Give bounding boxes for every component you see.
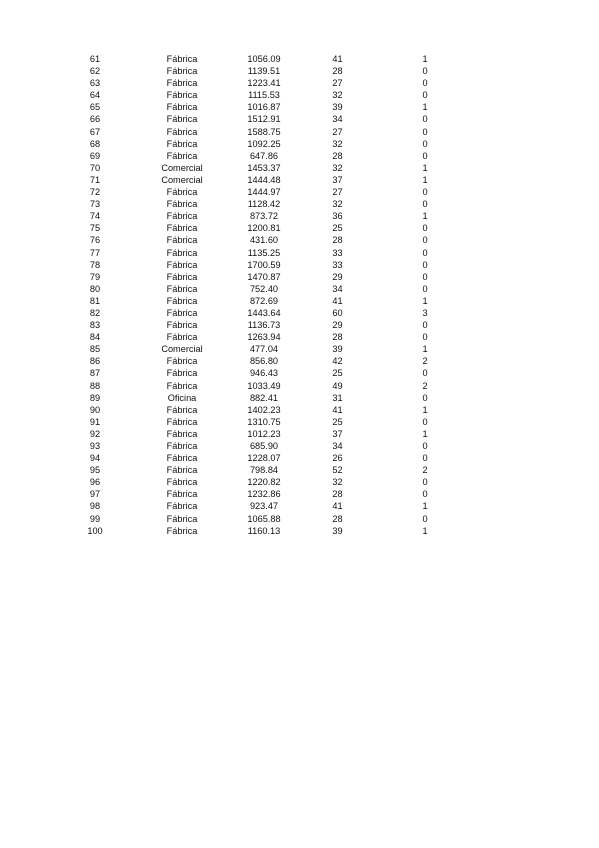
table-row — [60, 138, 469, 150]
count-cell: 2 — [422, 356, 428, 367]
table-row — [60, 513, 469, 525]
type-cell: Fábrica — [166, 513, 198, 524]
row-id-cell: 65 — [89, 102, 101, 113]
age-cell: 37 — [332, 428, 343, 439]
type-cell: Fábrica — [166, 78, 198, 89]
age-cell: 39 — [332, 344, 343, 355]
age-cell: 34 — [332, 114, 343, 125]
row-id-cell: 74 — [89, 211, 101, 222]
table-row — [60, 65, 469, 77]
age-cell: 28 — [332, 150, 343, 161]
count-cell: 0 — [422, 78, 428, 89]
row-id-cell: 85 — [89, 344, 101, 355]
row-id-cell: 88 — [89, 380, 101, 391]
row-id-cell: 93 — [89, 441, 101, 451]
type-cell: Fábrica — [166, 477, 198, 488]
type-cell: Fábrica — [166, 453, 198, 464]
table-body — [60, 53, 469, 537]
count-cell: 0 — [422, 392, 428, 403]
value-cell: 1135.25 — [247, 247, 281, 258]
count-cell: 1 — [422, 54, 428, 64]
age-cell: 28 — [332, 489, 343, 500]
value-cell: 1453.37 — [247, 162, 281, 173]
count-cell: 2 — [422, 380, 428, 391]
count-cell: 0 — [422, 320, 428, 331]
value-cell: 1160.13 — [247, 525, 281, 536]
age-cell: 28 — [332, 332, 343, 343]
count-cell: 0 — [422, 271, 428, 282]
count-cell: 3 — [422, 307, 428, 318]
age-cell: 41 — [332, 54, 343, 64]
table-row — [60, 355, 469, 367]
row-id-cell: 99 — [89, 513, 101, 524]
value-cell: 1128.42 — [247, 199, 281, 210]
age-cell: 49 — [332, 380, 343, 391]
count-cell: 1 — [422, 428, 428, 439]
row-id-cell: 62 — [89, 66, 101, 77]
value-cell: 1443.64 — [247, 307, 281, 318]
type-cell: Fábrica — [166, 368, 198, 379]
value-cell: 1588.75 — [247, 126, 281, 137]
type-cell: Oficina — [167, 392, 197, 403]
value-cell: 1402.23 — [247, 404, 281, 415]
type-cell: Fábrica — [166, 102, 198, 113]
table-row — [60, 488, 469, 500]
row-id-cell: 86 — [89, 356, 101, 367]
age-cell: 41 — [332, 295, 343, 306]
type-cell: Fábrica — [166, 283, 198, 294]
value-cell: 882.41 — [249, 392, 279, 403]
age-cell: 27 — [332, 126, 343, 137]
value-cell: 1263.94 — [247, 332, 281, 343]
value-cell: 1512.91 — [247, 114, 281, 125]
age-cell: 42 — [332, 356, 343, 367]
table-row — [60, 525, 469, 537]
table-row — [60, 210, 469, 222]
value-cell: 752.40 — [249, 283, 279, 294]
count-cell: 0 — [422, 90, 428, 101]
value-cell: 1444.97 — [247, 187, 281, 198]
value-cell: 431.60 — [249, 235, 279, 246]
count-cell: 0 — [422, 235, 428, 246]
value-cell: 798.84 — [249, 465, 279, 476]
type-cell: Fábrica — [166, 199, 198, 210]
table-row — [60, 89, 469, 101]
value-cell: 873.72 — [249, 211, 279, 222]
type-cell: Fábrica — [166, 187, 198, 198]
row-id-cell: 80 — [89, 283, 101, 294]
value-cell: 1444.48 — [247, 174, 281, 185]
age-cell: 32 — [332, 199, 343, 210]
age-cell: 28 — [332, 66, 343, 77]
value-cell: 1016.87 — [247, 102, 281, 113]
age-cell: 32 — [332, 90, 343, 101]
count-cell: 0 — [422, 199, 428, 210]
row-id-cell: 61 — [89, 54, 101, 64]
table-row — [60, 174, 469, 186]
value-cell: 923.47 — [249, 501, 279, 512]
type-cell: Comercial — [161, 344, 203, 355]
table-row — [60, 464, 469, 476]
count-cell: 0 — [422, 283, 428, 294]
count-cell: 0 — [422, 368, 428, 379]
type-cell: Fábrica — [166, 247, 198, 258]
value-cell: 1033.49 — [247, 380, 281, 391]
row-id-cell: 100 — [87, 525, 103, 536]
table-row — [60, 222, 469, 234]
data-table — [60, 53, 469, 537]
age-cell: 33 — [332, 259, 343, 270]
row-id-cell: 71 — [89, 174, 101, 185]
count-cell: 2 — [422, 465, 428, 476]
row-id-cell: 79 — [89, 271, 101, 282]
table-row — [60, 247, 469, 259]
age-cell: 34 — [332, 441, 343, 451]
age-cell: 33 — [332, 247, 343, 258]
table-row — [60, 283, 469, 295]
type-cell: Comercial — [161, 162, 203, 173]
row-id-cell: 69 — [89, 150, 101, 161]
type-cell: Fábrica — [166, 295, 198, 306]
type-cell: Fábrica — [166, 114, 198, 125]
table-row — [60, 198, 469, 210]
count-cell: 1 — [422, 501, 428, 512]
count-cell: 1 — [422, 525, 428, 536]
value-cell: 856.80 — [249, 356, 279, 367]
value-cell: 1136.73 — [247, 320, 281, 331]
age-cell: 25 — [332, 223, 343, 234]
type-cell: Fábrica — [166, 211, 198, 222]
count-cell: 0 — [422, 114, 428, 125]
count-cell: 0 — [422, 223, 428, 234]
type-cell: Fábrica — [166, 223, 198, 234]
row-id-cell: 98 — [89, 501, 101, 512]
row-id-cell: 87 — [89, 368, 101, 379]
age-cell: 39 — [332, 102, 343, 113]
count-cell: 1 — [422, 162, 428, 173]
count-cell: 1 — [422, 404, 428, 415]
age-cell: 41 — [332, 501, 343, 512]
age-cell: 27 — [332, 187, 343, 198]
age-cell: 28 — [332, 513, 343, 524]
row-id-cell: 94 — [89, 453, 101, 464]
value-cell: 1139.51 — [247, 66, 281, 77]
type-cell: Fábrica — [166, 126, 198, 137]
age-cell: 31 — [332, 392, 343, 403]
row-id-cell: 63 — [89, 78, 101, 89]
type-cell: Comercial — [161, 174, 203, 185]
count-cell: 0 — [422, 489, 428, 500]
table-row — [60, 367, 469, 379]
type-cell: Fábrica — [166, 501, 198, 512]
table-row — [60, 452, 469, 464]
age-cell: 60 — [332, 307, 343, 318]
type-cell: Fábrica — [166, 271, 198, 282]
row-id-cell: 90 — [89, 404, 101, 415]
value-cell: 946.43 — [249, 368, 279, 379]
type-cell: Fábrica — [166, 428, 198, 439]
row-id-cell: 81 — [89, 295, 101, 306]
type-cell: Fábrica — [166, 356, 198, 367]
row-id-cell: 68 — [89, 138, 101, 149]
value-cell: 1223.41 — [247, 78, 281, 89]
row-id-cell: 64 — [89, 90, 101, 101]
value-cell: 1220.82 — [247, 477, 281, 488]
count-cell: 1 — [422, 344, 428, 355]
type-cell: Fábrica — [166, 235, 198, 246]
row-id-cell: 82 — [89, 307, 101, 318]
table-row — [60, 271, 469, 283]
value-cell: 1228.07 — [247, 453, 281, 464]
table-row — [60, 126, 469, 138]
row-id-cell: 73 — [89, 199, 101, 210]
type-cell: Fábrica — [166, 465, 198, 476]
count-cell: 0 — [422, 259, 428, 270]
row-id-cell: 77 — [89, 247, 101, 258]
table-row — [60, 343, 469, 355]
row-id-cell: 97 — [89, 489, 101, 500]
age-cell: 36 — [332, 211, 343, 222]
row-id-cell: 67 — [89, 126, 101, 137]
count-cell: 0 — [422, 513, 428, 524]
count-cell: 0 — [422, 138, 428, 149]
table-row — [60, 150, 469, 162]
row-id-cell: 83 — [89, 320, 101, 331]
table-row — [60, 392, 469, 404]
count-cell: 0 — [422, 126, 428, 137]
value-cell: 685.90 — [249, 441, 279, 451]
table-row — [60, 331, 469, 343]
count-cell: 0 — [422, 416, 428, 427]
value-cell: 477.04 — [249, 344, 279, 355]
count-cell: 0 — [422, 187, 428, 198]
age-cell: 52 — [332, 465, 343, 476]
value-cell: 1115.53 — [248, 90, 280, 101]
value-cell: 647.86 — [249, 150, 279, 161]
type-cell: Fábrica — [166, 307, 198, 318]
row-id-cell: 91 — [89, 416, 101, 427]
table-row — [60, 259, 469, 271]
age-cell: 32 — [332, 162, 343, 173]
type-cell: Fábrica — [166, 404, 198, 415]
table-row — [60, 113, 469, 125]
type-cell: Fábrica — [166, 138, 198, 149]
value-cell: 872.69 — [249, 295, 279, 306]
count-cell: 1 — [422, 211, 428, 222]
table-row — [60, 295, 469, 307]
count-cell: 0 — [422, 66, 428, 77]
row-id-cell: 78 — [89, 259, 101, 270]
type-cell: Fábrica — [166, 332, 198, 343]
type-cell: Fábrica — [166, 320, 198, 331]
table-row — [60, 416, 469, 428]
row-id-cell: 75 — [89, 223, 101, 234]
count-cell: 0 — [422, 453, 428, 464]
type-cell: Fábrica — [166, 525, 198, 536]
age-cell: 39 — [332, 525, 343, 536]
table-row — [60, 380, 469, 392]
table-row — [60, 186, 469, 198]
row-id-cell: 70 — [89, 162, 101, 173]
age-cell: 29 — [332, 271, 343, 282]
age-cell: 32 — [332, 477, 343, 488]
age-cell: 26 — [332, 453, 343, 464]
table-row — [60, 404, 469, 416]
age-cell: 41 — [332, 404, 343, 415]
count-cell: 1 — [422, 102, 428, 113]
value-cell: 1092.25 — [247, 138, 281, 149]
count-cell: 1 — [422, 174, 428, 185]
table-row — [60, 162, 469, 174]
row-id-cell: 92 — [89, 428, 101, 439]
age-cell: 27 — [332, 78, 343, 89]
count-cell: 1 — [422, 295, 428, 306]
age-cell: 25 — [332, 368, 343, 379]
count-cell: 0 — [422, 150, 428, 161]
count-cell: 0 — [422, 441, 428, 451]
value-cell: 1232.86 — [247, 489, 281, 500]
value-cell: 1470.87 — [247, 271, 281, 282]
type-cell: Fábrica — [166, 66, 198, 77]
row-id-cell: 72 — [89, 187, 101, 198]
type-cell: Fábrica — [166, 441, 198, 451]
count-cell: 0 — [422, 332, 428, 343]
table-row — [60, 101, 469, 113]
age-cell: 34 — [332, 283, 343, 294]
row-id-cell: 89 — [89, 392, 101, 403]
table-row — [60, 500, 469, 512]
type-cell: Fábrica — [166, 90, 198, 101]
type-cell: Fábrica — [166, 259, 198, 270]
age-cell: 29 — [332, 320, 343, 331]
table-row — [60, 234, 469, 246]
age-cell: 28 — [332, 235, 343, 246]
age-cell: 25 — [332, 416, 343, 427]
type-cell: Fábrica — [166, 489, 198, 500]
table-row — [60, 319, 469, 331]
table-row — [60, 428, 469, 440]
type-cell: Fábrica — [166, 54, 198, 64]
row-id-cell: 95 — [89, 465, 101, 476]
value-cell: 1310.75 — [247, 416, 281, 427]
row-id-cell: 96 — [89, 477, 101, 488]
row-id-cell: 66 — [89, 114, 101, 125]
value-cell: 1012.23 — [247, 428, 281, 439]
count-cell: 0 — [422, 477, 428, 488]
age-cell: 37 — [332, 174, 343, 185]
value-cell: 1700.59 — [247, 259, 281, 270]
row-id-cell: 84 — [89, 332, 101, 343]
age-cell: 32 — [332, 138, 343, 149]
row-id-cell: 76 — [89, 235, 101, 246]
table-row — [60, 440, 469, 452]
count-cell: 0 — [422, 247, 428, 258]
table-row — [60, 476, 469, 488]
table-row — [60, 77, 469, 89]
value-cell: 1065.88 — [247, 513, 281, 524]
type-cell: Fábrica — [166, 150, 198, 161]
table-row — [60, 307, 469, 319]
table-row — [60, 53, 469, 65]
type-cell: Fábrica — [166, 416, 198, 427]
value-cell: 1200.81 — [247, 223, 281, 234]
type-cell: Fábrica — [166, 380, 198, 391]
value-cell: 1056.09 — [247, 54, 281, 64]
